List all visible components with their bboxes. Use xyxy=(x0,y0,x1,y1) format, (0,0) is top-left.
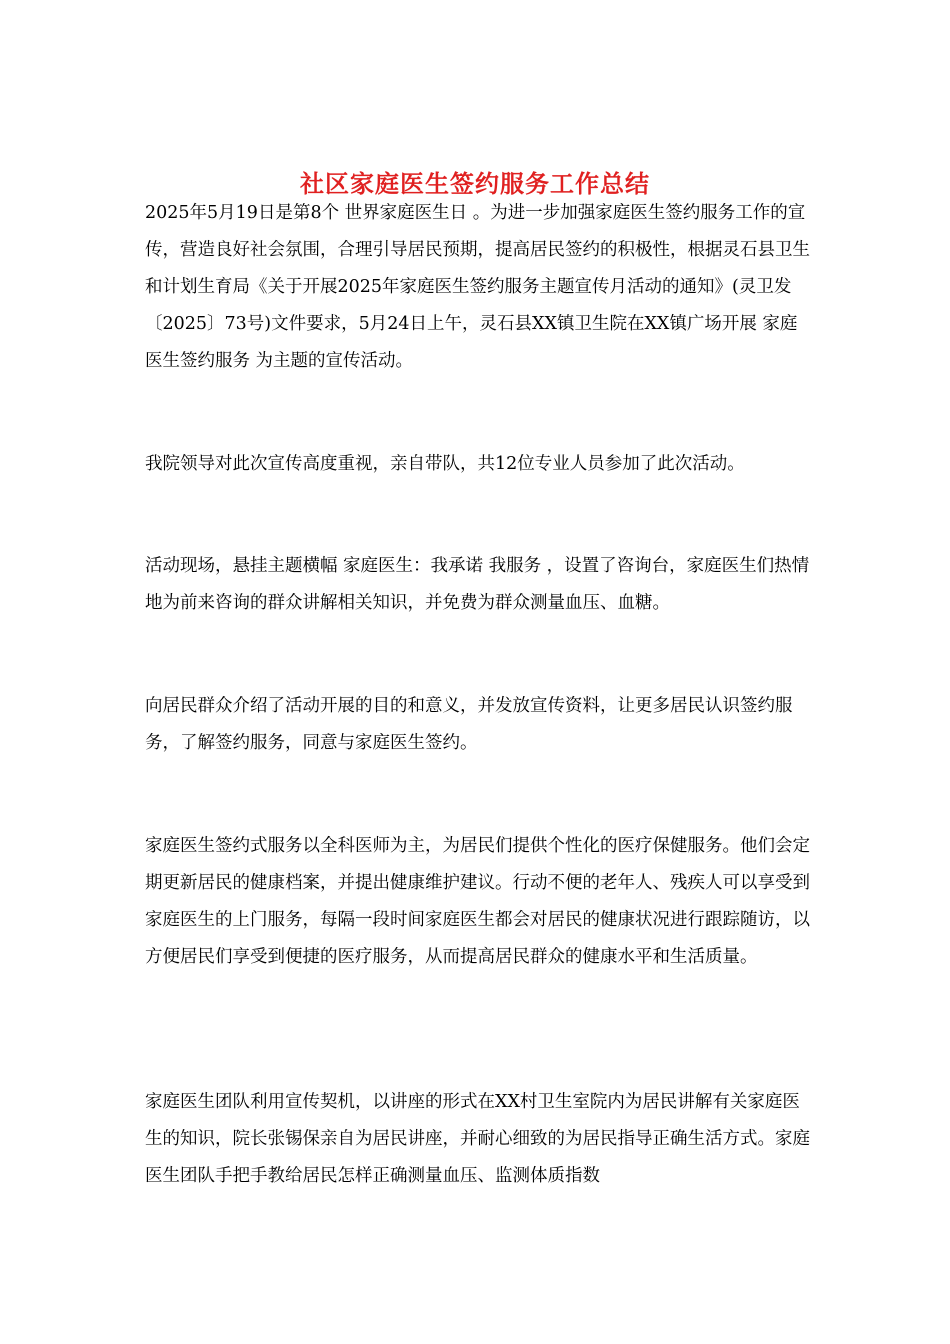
paragraph-intro: 2025年5月19日是第8个 世界家庭医生日 。为进一步加强家庭医生签约服务工作的宣传，营造良好社会氛围，合理引导居民预期，提高居民签约的积极性，根据灵石县卫生和计划生育局《关于开展2025年家庭医生签约服务主题宣传月活动的通知》(灵卫发〔2025〕73号)文件要求，5月24日上午，灵石县XX镇卫生院在XX镇广场开展 家庭医生签约服务 为主题的宣传活动。 xyxy=(145,203,810,371)
paragraph-introduction-to-residents: 向居民群众介绍了活动开展的目的和意义，并发放宣传资料，让更多居民认识签约服务，了解签约服务，同意与家庭医生签约。 xyxy=(145,696,793,753)
paragraph-service-description: 家庭医生签约式服务以全科医师为主，为居民们提供个性化的医疗保健服务。他们会定期更新居民的健康档案，并提出健康维护建议。行动不便的老年人、残疾人可以享受到家庭医生的上门服务，每隔一段时间家庭医生都会对居民的健康状况进行跟踪随访，以方便居民们享受到便捷的医疗服务，从而提高居民群众的健康水平和生活质量。 xyxy=(145,836,810,967)
paragraph-leadership: 我院领导对此次宣传高度重视，亲自带队，共12位专业人员参加了此次活动。 xyxy=(145,454,745,474)
document-title: 社区家庭医生签约服务工作总结 xyxy=(300,169,650,199)
paragraph-lecture: 家庭医生团队利用宣传契机，以讲座的形式在XX村卫生室院内为居民讲解有关家庭医生的知识，院长张锡保亲自为居民讲座，并耐心细致的为居民指导正确生活方式。家庭医生团队手把手教给居民怎样正确测量血压、监测体质指数 xyxy=(145,1092,810,1186)
paragraph-activity-site: 活动现场，悬挂主题横幅 家庭医生：我承诺 我服务 ，设置了咨询台，家庭医生们热情地为前来咨询的群众讲解相关知识，并免费为群众测量血压、血糖。 xyxy=(145,556,810,613)
